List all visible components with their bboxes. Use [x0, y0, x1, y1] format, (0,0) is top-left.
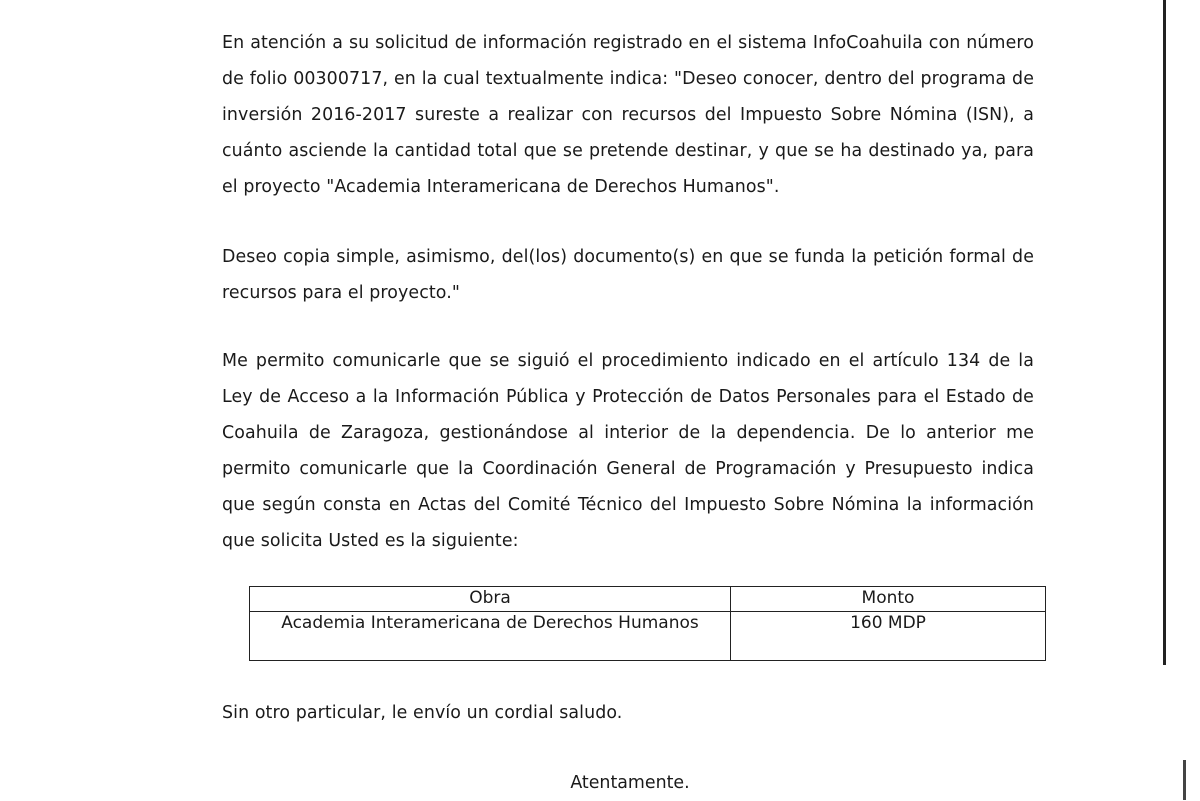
cell-obra: Academia Interamericana de Derechos Humanos — [250, 612, 731, 661]
header-monto: Monto — [731, 587, 1046, 612]
greeting-paragraph: Sin otro particular, le envío un cordial saludo. — [222, 703, 623, 723]
request-paragraph: En atención a su solicitud de información registrado en el sistema InfoCoahuila con número de folio 00300717, en la cual textualmente indica: "Deseo conocer, dentro del programa de inversión 2016-2017 sureste a realizar con recursos del Impuesto Sobre Nómina (ISN), a cuánto asciende la cantidad total que se pretende destinar, y que se ha destinado ya, para el proyecto "Academia Interamericana de Derechos Humanos". — [222, 33, 1034, 197]
response-paragraph: Me permito comunicarle que se siguió el procedimiento indicado en el artículo 134 de la Ley de Acceso a la Información Pública y Protección de Datos Personales para el Estado de Coahuila de Zaragoza, gestionándose al interior de la dependencia. De lo anterior me permito comunicarle que la Coordinación General de Programación y Presupuesto indica que según consta en Actas del Comité Técnico del Impuesto Sobre Nómina la información que solicita Usted es la siguiente: — [222, 351, 1034, 551]
closing-text: Atentamente. — [570, 773, 690, 793]
table-row — [250, 612, 1046, 661]
header-obra: Obra — [250, 587, 731, 612]
works-table — [249, 586, 1046, 661]
cell-monto: 160 MDP — [731, 612, 1046, 661]
page-edge-line — [1163, 0, 1166, 665]
copy-request-paragraph: Deseo copia simple, asimismo, del(los) documento(s) en que se funda la petición formal de recursos para el proyecto." — [222, 247, 1034, 303]
table-header-row — [250, 587, 1046, 612]
